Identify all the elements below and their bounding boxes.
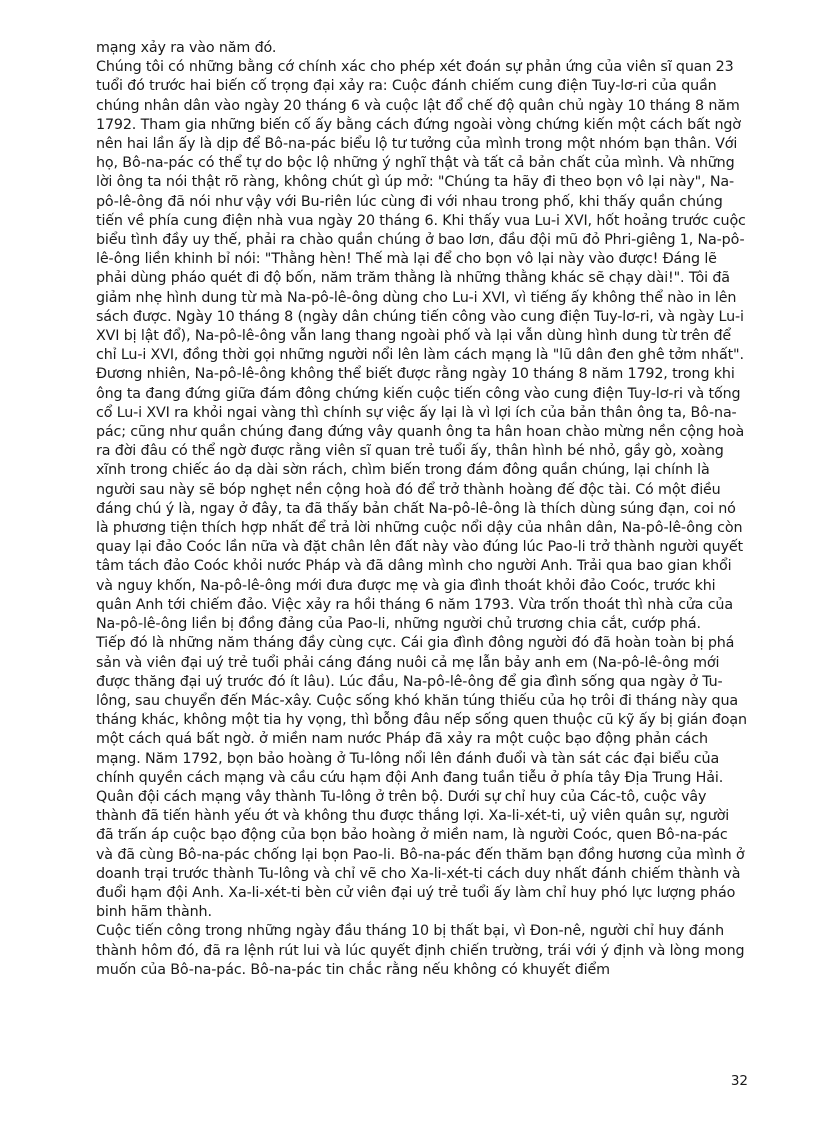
paragraph-toulon: Tiếp đó là những năm tháng đầy cùng cực. Cái gia đình đông người đó đã hoàn toàn bị phá sản và viên đại uý trẻ tuổi phải cáng đáng nuôi cả mẹ lẫn bảy anh em (Na-pô-lê-ông mới được thăng đại uý trước đó ít lâu). Lúc đầu, Na-pô-lê-ông để gia đình sống qua ngày ở Tu-lông, sau chuyển đến Mác-xây. Cuộc sống khó khăn túng thiếu của họ trôi đi tháng này qua tháng khác, không một tia hy vọng, thì bỗng đâu nếp sống quen thuộc cũ kỹ ấy bị gián đoạn một cách quá bất ngờ. ở miền nam nước Pháp đã xảy ra một cuộc bạo động phản cách mạng. Năm 1792, bọn bảo hoàng ở Tu-lông nổi lên đánh đuổi và tàn sát các đại biểu của chính quyền cách mạng và cầu cứu hạm đội Anh đang tuần tiễu ở phía tây Địa Trung Hải. Quân đội cách mạng vây thành Tu-lông ở trên bộ. Dưới sự chỉ huy của Các-tô, cuộc vây thành đã tiến hành yếu ớt và không thu được thắng lợi. Xa-li-xét-ti, uỷ viên quân sự, người đã trấn áp cuộc bạo động của bọn bảo hoàng ở miền nam, là người Coóc, quen Bô-na-pác và đã cùng Bô-na-pác chống lại bọn Pao-li. Bô-na-pác đến thăm bạn đồng hương của mình ở doanh trại trước thành Tu-lông và chỉ vẽ cho Xa-li-xét-ti cách duy nhất đánh chiếm thành và đuổi hạm đội Anh. Xa-li-xét-ti bèn cử viên đại uý trẻ tuổi ấy làm chỉ huy phó lực lượng pháo binh hãm thành. [96,635,747,921]
paragraph-october-attack: Cuộc tiến công trong những ngày đầu tháng 10 bị thất bại, vì Đon-nê, người chỉ huy đánh thành hôm đó, đã ra lệnh rút lui và lúc quyết định chiến trường, trái với ý định và lòng mong muốn của Bô-na-pác. Bô-na-pác tin chắc rằng nếu không có khuyết điểm [96,923,745,978]
paragraph-reactions: Chúng tôi có những bằng cớ chính xác cho phép xét đoán sự phản ứng của viên sĩ quan 23 tuổi đó trước hai biến cố trọng đại xảy ra: Cuộc đánh chiếm cung điện Tuy-lơ-ri của quần chúng nhân dân vào ngày 20 tháng 6 và cuộc lật đổ chế độ quân chủ ngày 10 tháng 8 năm 1792. Tham gia những biến cố ấy bằng cách đứng ngoài vòng chứng kiến một cách bất ngờ nên hai lần ấy là dịp để Bô-na-pác biểu lộ tư tưởng của mình trong một nhóm bạn thân. Với họ, Bô-na-pác có thể tự do bộc lộ những ý nghĩ thật và tất cả bản chất của mình. Và những lời ông ta nói thật rõ ràng, không chút gì úp mở: "Chúng ta hãy đi theo bọn vô lại này", Na-pô-lê-ông đã nói như vậy với Bu-riên lúc cùng đi với nhau trong phố, khi thấy quần chúng tiến về phía cung điện nhà vua ngày 20 tháng 6. Khi thấy vua Lu-i XVI, hốt hoảng trước cuộc biểu tình đầy uy thế, phải ra chào quần chúng ở bao lơn, đầu đội mũ đỏ Phri-giêng 1, Na-pô-lê-ông liền khinh bỉ nói: "Thằng hèn! Thế mà lại để cho bọn vô lại này vào được! Đáng lẽ phải dùng pháo quét đi độ bốn, năm trăm thằng là những thằng khác sẽ chạy dài!". Tôi đã giảm nhẹ hình dung từ mà Na-pô-lê-ông dùng cho Lu-i XVI, vì tiếng ấy không thể nào in lên sách được. Ngày 10 tháng 8 (ngày dân chúng tiến công vào cung điện Tuy-lơ-ri, và ngày Lu-i XVI bị lật đổ), Na-pô-lê-ông vẫn lang thang ngoài phố và lại vẫn dùng hình dung từ trên để chỉ Lu-i XVI, đồng thời gọi những người nổi lên làm cách mạng là "lũ dân đen ghê tởm nhất". [96,59,746,364]
body-text [96,39,748,980]
page-number: 32 [730,1073,748,1089]
paragraph-continuation: mạng xảy ra vào năm đó. [96,40,277,56]
paragraph-august-10: Đương nhiên, Na-pô-lê-ông không thể biết được rằng ngày 10 tháng 8 năm 1792, trong khi ông ta đang đứng giữa đám đông chứng kiến cuộc tiến công vào cung điện Tuy-lơ-ri và tống cổ Lu-i XVI ra khỏi ngai vàng thì chính sự việc ấy lại là vì lợi ích của bản thân ông ta, Bô-na-pác; cũng như quần chúng đang đứng vây quanh ông ta hân hoan chào mừng nền cộng hoà ra đời đâu có thể ngờ được rằng viên sĩ quan trẻ tuổi ấy, thân hình bé nhỏ, gầy gò, xoàng xĩnh trong chiếc áo dạ dài sờn rách, chìm biến trong đám đông quần chúng, lại chính là người sau này sẽ bóp nghẹt nền cộng hoà đó để trở thành hoàng đế độc tài. Có một điều đáng chú ý là, ngay ở đây, ta đã thấy bản chất Na-pô-lê-ông là thích dùng súng đạn, coi nó là phương tiện thích hợp nhất để trả lời những cuộc nổi dậy của nhân dân, Na-pô-lê-ông còn quay lại đảo Coóc lần nữa và đặt chân lên đất này vào đúng lúc Pao-li trở thành người quyết tâm tách đảo Coóc khỏi nước Pháp và đã dâng mình cho người Anh. Trải qua bao gian khổi và nguy khốn, Na-pô-lê-ông mới đưa được mẹ và gia đình thoát khỏi đảo Coóc, trước khi quân Anh tới chiếm đảo. Việc xảy ra hồi tháng 6 năm 1793. Vừa trốn thoát thì nhà cửa của Na-pô-lê-ông liền bị đồng đảng của Pao-li, những người chủ trương chia cắt, cướp phá. [96,366,745,633]
